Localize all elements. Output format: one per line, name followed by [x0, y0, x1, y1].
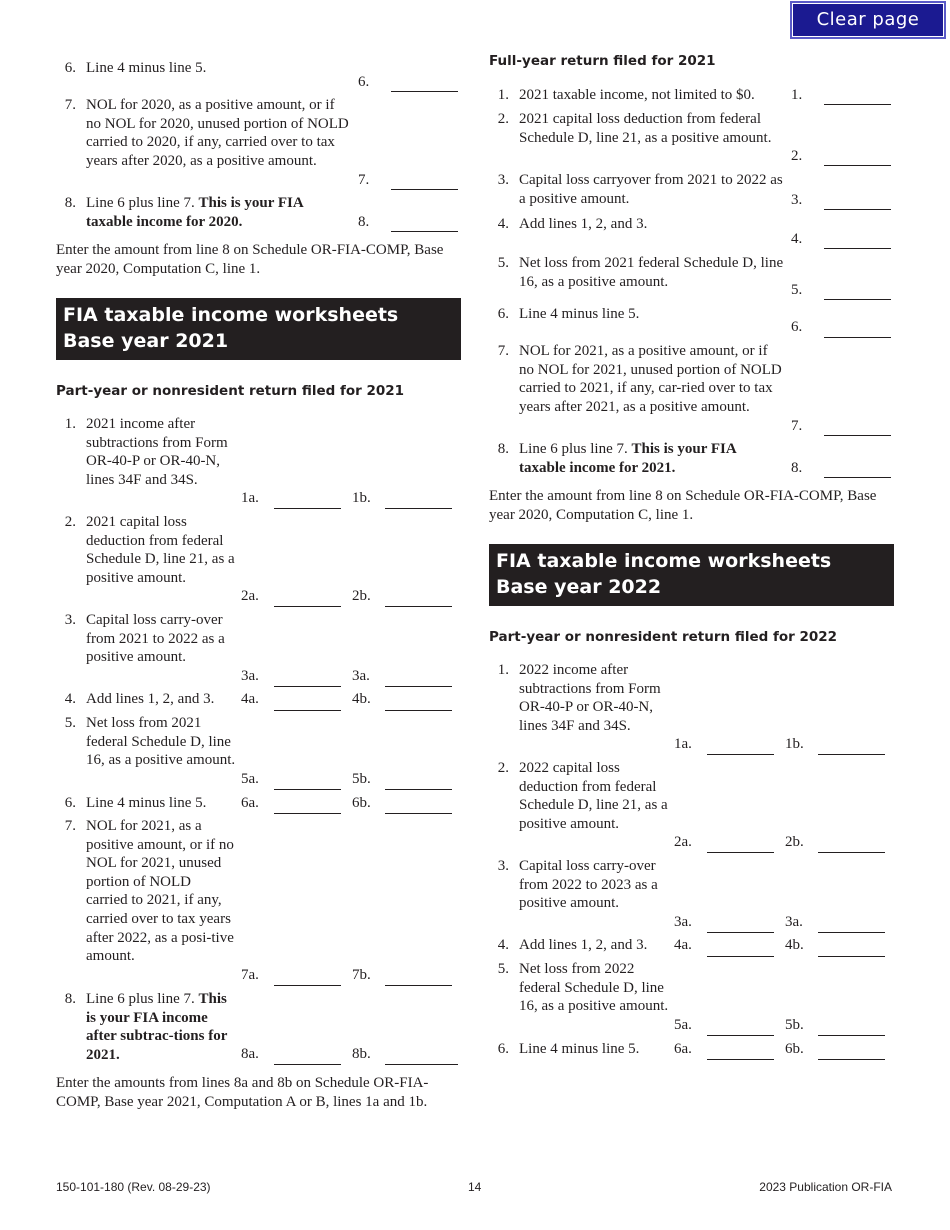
field-label-b: 6b.	[785, 1041, 804, 1057]
line-text: NOL for 2021, as a positive amount, or if no NOL for 2021, unused portion of NOLD carried to 2021, if any, car-ried over to tax years after 2021, as a positive amount.	[519, 343, 782, 415]
line-number: 5.	[64, 715, 76, 731]
field-label-a: 4a.	[674, 937, 692, 953]
field-label-a: 4a.	[241, 691, 259, 707]
line-7-amount-field[interactable]	[391, 189, 458, 190]
fy-line-4-field[interactable]	[824, 248, 891, 249]
line-2a-field[interactable]	[274, 606, 341, 607]
field-label-b: 4b.	[352, 691, 371, 707]
line-text: Line 4 minus line 5.	[86, 60, 207, 76]
banner-title: FIA taxable income worksheets	[496, 550, 832, 572]
line-number: 2.	[497, 111, 509, 127]
pyr2022-line-1	[497, 661, 669, 735]
field-label-b: 2b.	[785, 834, 804, 850]
fy2021-line-4	[497, 215, 784, 234]
line-3b-field[interactable]	[818, 932, 885, 933]
line-text: NOL for 2020, as a positive amount, or if no NOL for 2020, unused portion of NOLD carried to 2020, if any, carried over to tax years after 2020, as a positive amount.	[86, 97, 349, 169]
line-number: 8.	[64, 195, 76, 211]
pyr2021-line-7	[64, 817, 236, 966]
line-number: 3.	[497, 172, 509, 188]
line-text: 2021 capital loss deduction from federal Schedule D, line 21, as a positive amount.	[86, 514, 235, 586]
line-number: 2.	[497, 760, 509, 776]
fy-line-7-field[interactable]	[824, 435, 891, 436]
fy-line-5-field[interactable]	[824, 299, 891, 300]
banner-subtitle: Base year 2022	[496, 576, 662, 598]
line-number: 4.	[64, 691, 76, 707]
field-label-b: 1b.	[785, 736, 804, 752]
line-8b-field[interactable]	[385, 1064, 458, 1065]
line-8a-field[interactable]	[274, 1064, 341, 1065]
line-4b-field[interactable]	[385, 710, 452, 711]
line-number: 4.	[497, 216, 509, 232]
line-number: 6.	[497, 306, 509, 322]
field-label: 8.	[791, 460, 803, 476]
field-label-a: 6a.	[674, 1041, 692, 1057]
line-text-bold: This is your FIA income after subtrac-tions for 2021.	[86, 991, 228, 1063]
line-7b-field[interactable]	[385, 985, 452, 986]
banner-subtitle: Base year 2021	[63, 330, 229, 352]
line-number: 7.	[497, 343, 509, 359]
worksheet-2020-line-8	[64, 194, 351, 231]
line-number: 6.	[64, 60, 76, 76]
worksheet-2020-line-6	[64, 59, 351, 78]
field-label-a: 5a.	[241, 771, 259, 787]
pyr2021-line-5	[64, 714, 236, 770]
clear-page-button[interactable]: Clear page	[790, 1, 946, 39]
pyr2021-line-6	[64, 794, 236, 813]
line-2a-field[interactable]	[707, 852, 774, 853]
line-number: 1.	[497, 87, 509, 103]
fy2021-line-5	[497, 254, 784, 291]
line-number: 1.	[64, 416, 76, 432]
section-banner-2021	[56, 298, 461, 360]
line-3a-field[interactable]	[707, 932, 774, 933]
line-number: 8.	[64, 991, 76, 1007]
line-1a-field[interactable]	[274, 508, 341, 509]
line-number: 4.	[497, 937, 509, 953]
line-text: Line 4 minus line 5.	[519, 1041, 640, 1057]
pyr2022-line-4	[497, 936, 669, 955]
field-label-b: 5b.	[785, 1017, 804, 1033]
field-label-a: 6a.	[241, 795, 259, 811]
field-label: 4.	[791, 231, 803, 247]
line-text: Capital loss carry-over from 2021 to 2022 as a positive amount.	[86, 612, 225, 666]
field-label-b: 3a.	[785, 914, 803, 930]
line-number: 6.	[64, 795, 76, 811]
field-label-b: 2b.	[352, 588, 371, 604]
line-6b-field[interactable]	[385, 813, 452, 814]
form-id: 150-101-180 (Rev. 08-29-23)	[56, 1180, 211, 1194]
field-label-a: 2a.	[674, 834, 692, 850]
line-text: Net loss from 2021 federal Schedule D, line 16, as a positive amount.	[519, 255, 784, 290]
line-6a-field[interactable]	[707, 1059, 774, 1060]
fy2021-line-2	[497, 110, 784, 147]
full-year-heading: Full-year return filed for 2021	[489, 53, 716, 69]
line-8-amount-field[interactable]	[391, 231, 458, 232]
line-text: 2022 capital loss deduction from federal Schedule D, line 21, as a positive amount.	[519, 760, 668, 832]
line-text: 2021 capital loss deduction from federal Schedule D, line 21, as a positive amount.	[519, 111, 772, 146]
line-6b-field[interactable]	[818, 1059, 885, 1060]
field-label-a: 3a.	[241, 668, 259, 684]
field-label: 5.	[791, 282, 803, 298]
publication-name: 2023 Publication OR-FIA	[759, 1180, 892, 1194]
field-label: 1.	[791, 87, 803, 103]
field-label-a: 1a.	[241, 490, 259, 506]
field-label-a: 8a.	[241, 1046, 259, 1062]
line-number: 1.	[497, 662, 509, 678]
page-number: 14	[468, 1180, 482, 1194]
fy-line-6-field[interactable]	[824, 337, 891, 338]
line-text: Add lines 1, 2, and 3.	[519, 937, 648, 953]
line-5a-field[interactable]	[707, 1035, 774, 1036]
fy2021-line-6	[497, 305, 784, 324]
line-1a-field[interactable]	[707, 754, 774, 755]
line-text: Line 6 plus line 7.	[86, 195, 195, 211]
line-number: 8.	[497, 441, 509, 457]
line-text-bold: This is your FIA taxable income for 2020.	[86, 195, 303, 230]
field-label-a: 2a.	[241, 588, 259, 604]
instruction-note: Enter the amount from line 8 on Schedule OR-FIA-COMP, Base year 2020, Computation C, line 1.	[489, 488, 877, 523]
line-text: Line 4 minus line 5.	[519, 306, 640, 322]
line-text: Capital loss carry-over from 2022 to 2023 as a positive amount.	[519, 858, 658, 912]
pyr2022-line-3	[497, 857, 669, 913]
field-label-b: 6b.	[352, 795, 371, 811]
fy-line-1-field[interactable]	[824, 104, 891, 105]
field-label: 3.	[791, 192, 803, 208]
line-text: Add lines 1, 2, and 3.	[519, 216, 648, 232]
pyr2022-line-2	[497, 759, 669, 833]
line-text: Line 4 minus line 5.	[86, 795, 207, 811]
line-5a-field[interactable]	[274, 789, 341, 790]
fy2021-line-7	[497, 342, 784, 416]
fy-line-3-field[interactable]	[824, 209, 891, 210]
pyr2021-line-4	[64, 690, 236, 709]
line-number: 7.	[64, 818, 76, 834]
line-3a-field[interactable]	[274, 686, 341, 687]
line-1b-field[interactable]	[818, 754, 885, 755]
field-label-a: 1a.	[674, 736, 692, 752]
line-number: 6.	[497, 1041, 509, 1057]
field-label: 7.	[791, 418, 803, 434]
line-text: Add lines 1, 2, and 3.	[86, 691, 215, 707]
line-6-amount-field[interactable]	[391, 91, 458, 92]
line-4a-field[interactable]	[707, 956, 774, 957]
line-5b-field[interactable]	[818, 1035, 885, 1036]
line-number: 3.	[64, 612, 76, 628]
field-label: 6.	[358, 74, 370, 90]
fy-line-2-field[interactable]	[824, 165, 891, 166]
line-4b-field[interactable]	[818, 956, 885, 957]
line-number: 5.	[497, 961, 509, 977]
field-label-a: 5a.	[674, 1017, 692, 1033]
pyr2021-line-3	[64, 611, 236, 667]
pyr2021-line-1	[64, 415, 236, 489]
field-label-b: 8b.	[352, 1046, 371, 1062]
line-text: Net loss from 2022 federal Schedule D, line 16, as a positive amount.	[519, 961, 669, 1015]
line-number: 3.	[497, 858, 509, 874]
section-subheading: Part-year or nonresident return filed for 2022	[489, 629, 838, 645]
instruction-note: Enter the amounts from lines 8a and 8b on Schedule OR-FIA-COMP, Base year 2021, Computation A or B, lines 1a and 1b.	[56, 1075, 429, 1110]
line-number: 5.	[497, 255, 509, 271]
field-label: 7.	[358, 172, 370, 188]
pyr2022-line-6	[497, 1040, 669, 1059]
pyr2021-line-8	[64, 990, 236, 1064]
pyr2022-line-5	[497, 960, 669, 1016]
banner-title: FIA taxable income worksheets	[63, 304, 399, 326]
field-label-a: 7a.	[241, 967, 259, 983]
instruction-note: Enter the amount from line 8 on Schedule OR-FIA-COMP, Base year 2020, Computation C, line 1.	[56, 242, 444, 277]
section-banner-2022	[489, 544, 894, 606]
line-4a-field[interactable]	[274, 710, 341, 711]
line-text: Capital loss carryover from 2021 to 2022 as a positive amount.	[519, 172, 783, 207]
fy2021-line-3	[497, 171, 784, 208]
field-label-b: 1b.	[352, 490, 371, 506]
worksheet-2020-line-7	[64, 96, 351, 170]
line-text-bold: This is your FIA taxable income for 2021.	[519, 441, 736, 476]
line-text: 2022 income after subtractions from Form OR-40-P or OR-40-N, lines 34F and 34S.	[519, 662, 661, 734]
pyr2021-line-2	[64, 513, 236, 587]
line-number: 2.	[64, 514, 76, 530]
field-label-b: 7b.	[352, 967, 371, 983]
fy2021-line-8	[497, 440, 784, 477]
line-text: Line 6 plus line 7.	[86, 991, 195, 1007]
field-label-b: 4b.	[785, 937, 804, 953]
section-subheading: Part-year or nonresident return filed for 2021	[56, 383, 405, 399]
line-text: Net loss from 2021 federal Schedule D, line 16, as a positive amount.	[86, 715, 236, 769]
field-label: 2.	[791, 148, 803, 164]
fy-line-8-field[interactable]	[824, 477, 891, 478]
line-6a-field[interactable]	[274, 813, 341, 814]
line-text: NOL for 2021, as a positive amount, or if no NOL for 2021, unused portion of NOLD carried to 2021, if any, carried over to tax years after 2022, as a posi-tive amount.	[86, 818, 234, 965]
line-5b-field[interactable]	[385, 789, 452, 790]
line-7a-field[interactable]	[274, 985, 341, 986]
line-text: 2021 taxable income, not limited to $0.	[519, 87, 755, 103]
field-label: 6.	[791, 319, 803, 335]
line-2b-field[interactable]	[385, 606, 452, 607]
field-label-b: 3a.	[352, 668, 370, 684]
fy2021-line-1	[497, 86, 784, 105]
line-number: 7.	[64, 97, 76, 113]
line-3b-field[interactable]	[385, 686, 452, 687]
line-text: 2021 income after subtractions from Form OR-40-P or OR-40-N, lines 34F and 34S.	[86, 416, 228, 488]
field-label: 8.	[358, 214, 370, 230]
line-text: Line 6 plus line 7.	[519, 441, 628, 457]
field-label-a: 3a.	[674, 914, 692, 930]
line-1b-field[interactable]	[385, 508, 452, 509]
field-label-b: 5b.	[352, 771, 371, 787]
line-2b-field[interactable]	[818, 852, 885, 853]
